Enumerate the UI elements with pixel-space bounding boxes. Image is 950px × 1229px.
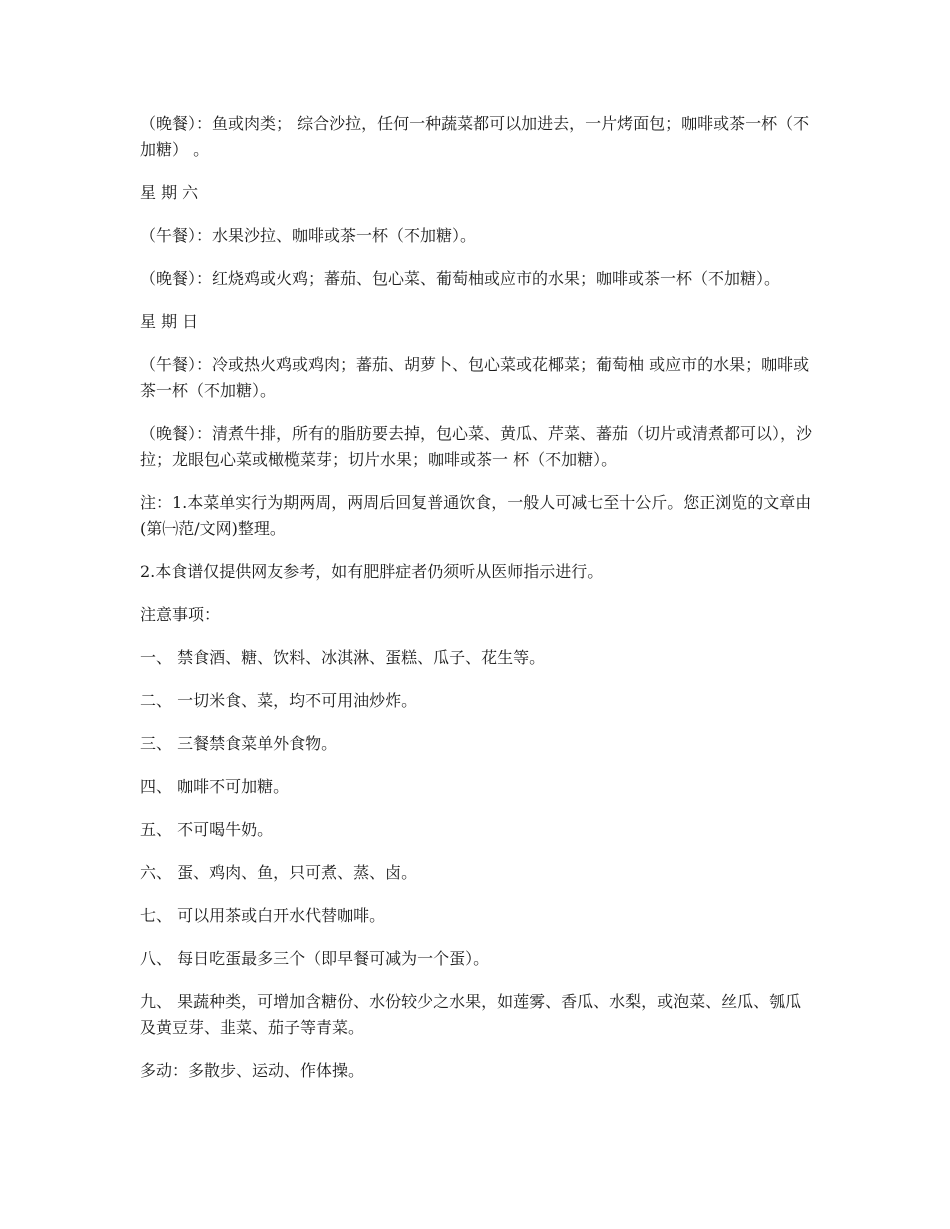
paragraph-sunday-dinner: （晚餐）：清煮牛排，所有的脂肪要去掉，包心菜、黄瓜、芹菜、蕃茄（切片或清煮都可以），沙拉；龙眼包心菜或橄榄菜芽；切片水果；咖啡或茶一 杯（不加糖）。 xyxy=(140,424,813,469)
paragraph-sunday-lunch: （午餐）：冷或热火鸡或鸡肉；蕃茄、胡萝卜、包心菜或花椰菜；葡萄柚 或应市的水果；咖啡或茶一杯（不加糖）。 xyxy=(140,355,810,400)
document-body xyxy=(140,111,812,1101)
precaution-item: 五、 不可喝牛奶。 xyxy=(140,820,274,839)
precaution-item: 七、 可以用茶或白开水代替咖啡。 xyxy=(140,906,386,925)
precaution-item: 八、 每日吃蛋最多三个（即早餐可减为一个蛋）。 xyxy=(140,949,490,968)
heading-saturday: 星 期 六 xyxy=(140,183,199,202)
precaution-item: 九、 果蔬种类，可增加含糖份、水份较少之水果，如莲雾、香瓜、水梨，或泡菜、丝瓜、瓠瓜及黄豆芽、韭菜、茄子等青菜。 xyxy=(140,992,802,1037)
note-1: 注：1.本菜单实行为期两周，两周后回复普通饮食，一般人可减七至十公斤。您正浏览的文章由(第㈠范/文网)整理。 xyxy=(140,493,812,538)
paragraph-saturday-prev-dinner: （晚餐）：鱼或肉类； 综合沙拉，任何一种蔬菜都可以加进去，一片烤面包；咖啡或茶一杯（不加糖） 。 xyxy=(140,114,810,159)
precaution-item: 三、 三餐禁食菜单外食物。 xyxy=(140,734,338,753)
paragraph-exercise: 多动：多散步、运动、作体操。 xyxy=(140,1061,365,1080)
paragraph-saturday-lunch: （午餐）：水果沙拉、咖啡或茶一杯（不加糖）。 xyxy=(140,226,477,245)
heading-sunday: 星 期 日 xyxy=(140,312,199,331)
precaution-item: 六、 蛋、鸡肉、鱼，只可煮、蒸、卤。 xyxy=(140,863,418,882)
note-2: 2.本食谱仅提供网友参考，如有肥胖症者仍须听从医师指示进行。 xyxy=(140,562,604,581)
paragraph-saturday-dinner: （晚餐）：红烧鸡或火鸡；蕃茄、包心菜、葡萄柚或应市的水果；咖啡或茶一杯（不加糖）。 xyxy=(140,269,781,288)
heading-precautions: 注意事项： xyxy=(140,605,221,624)
precaution-item: 四、 咖啡不可加糖。 xyxy=(140,777,290,796)
precaution-item: 二、 一切米食、菜，均不可用油炒炸。 xyxy=(140,691,418,710)
precaution-item: 一、 禁食酒、糖、饮料、冰淇淋、蛋糕、瓜子、花生等。 xyxy=(140,648,546,667)
